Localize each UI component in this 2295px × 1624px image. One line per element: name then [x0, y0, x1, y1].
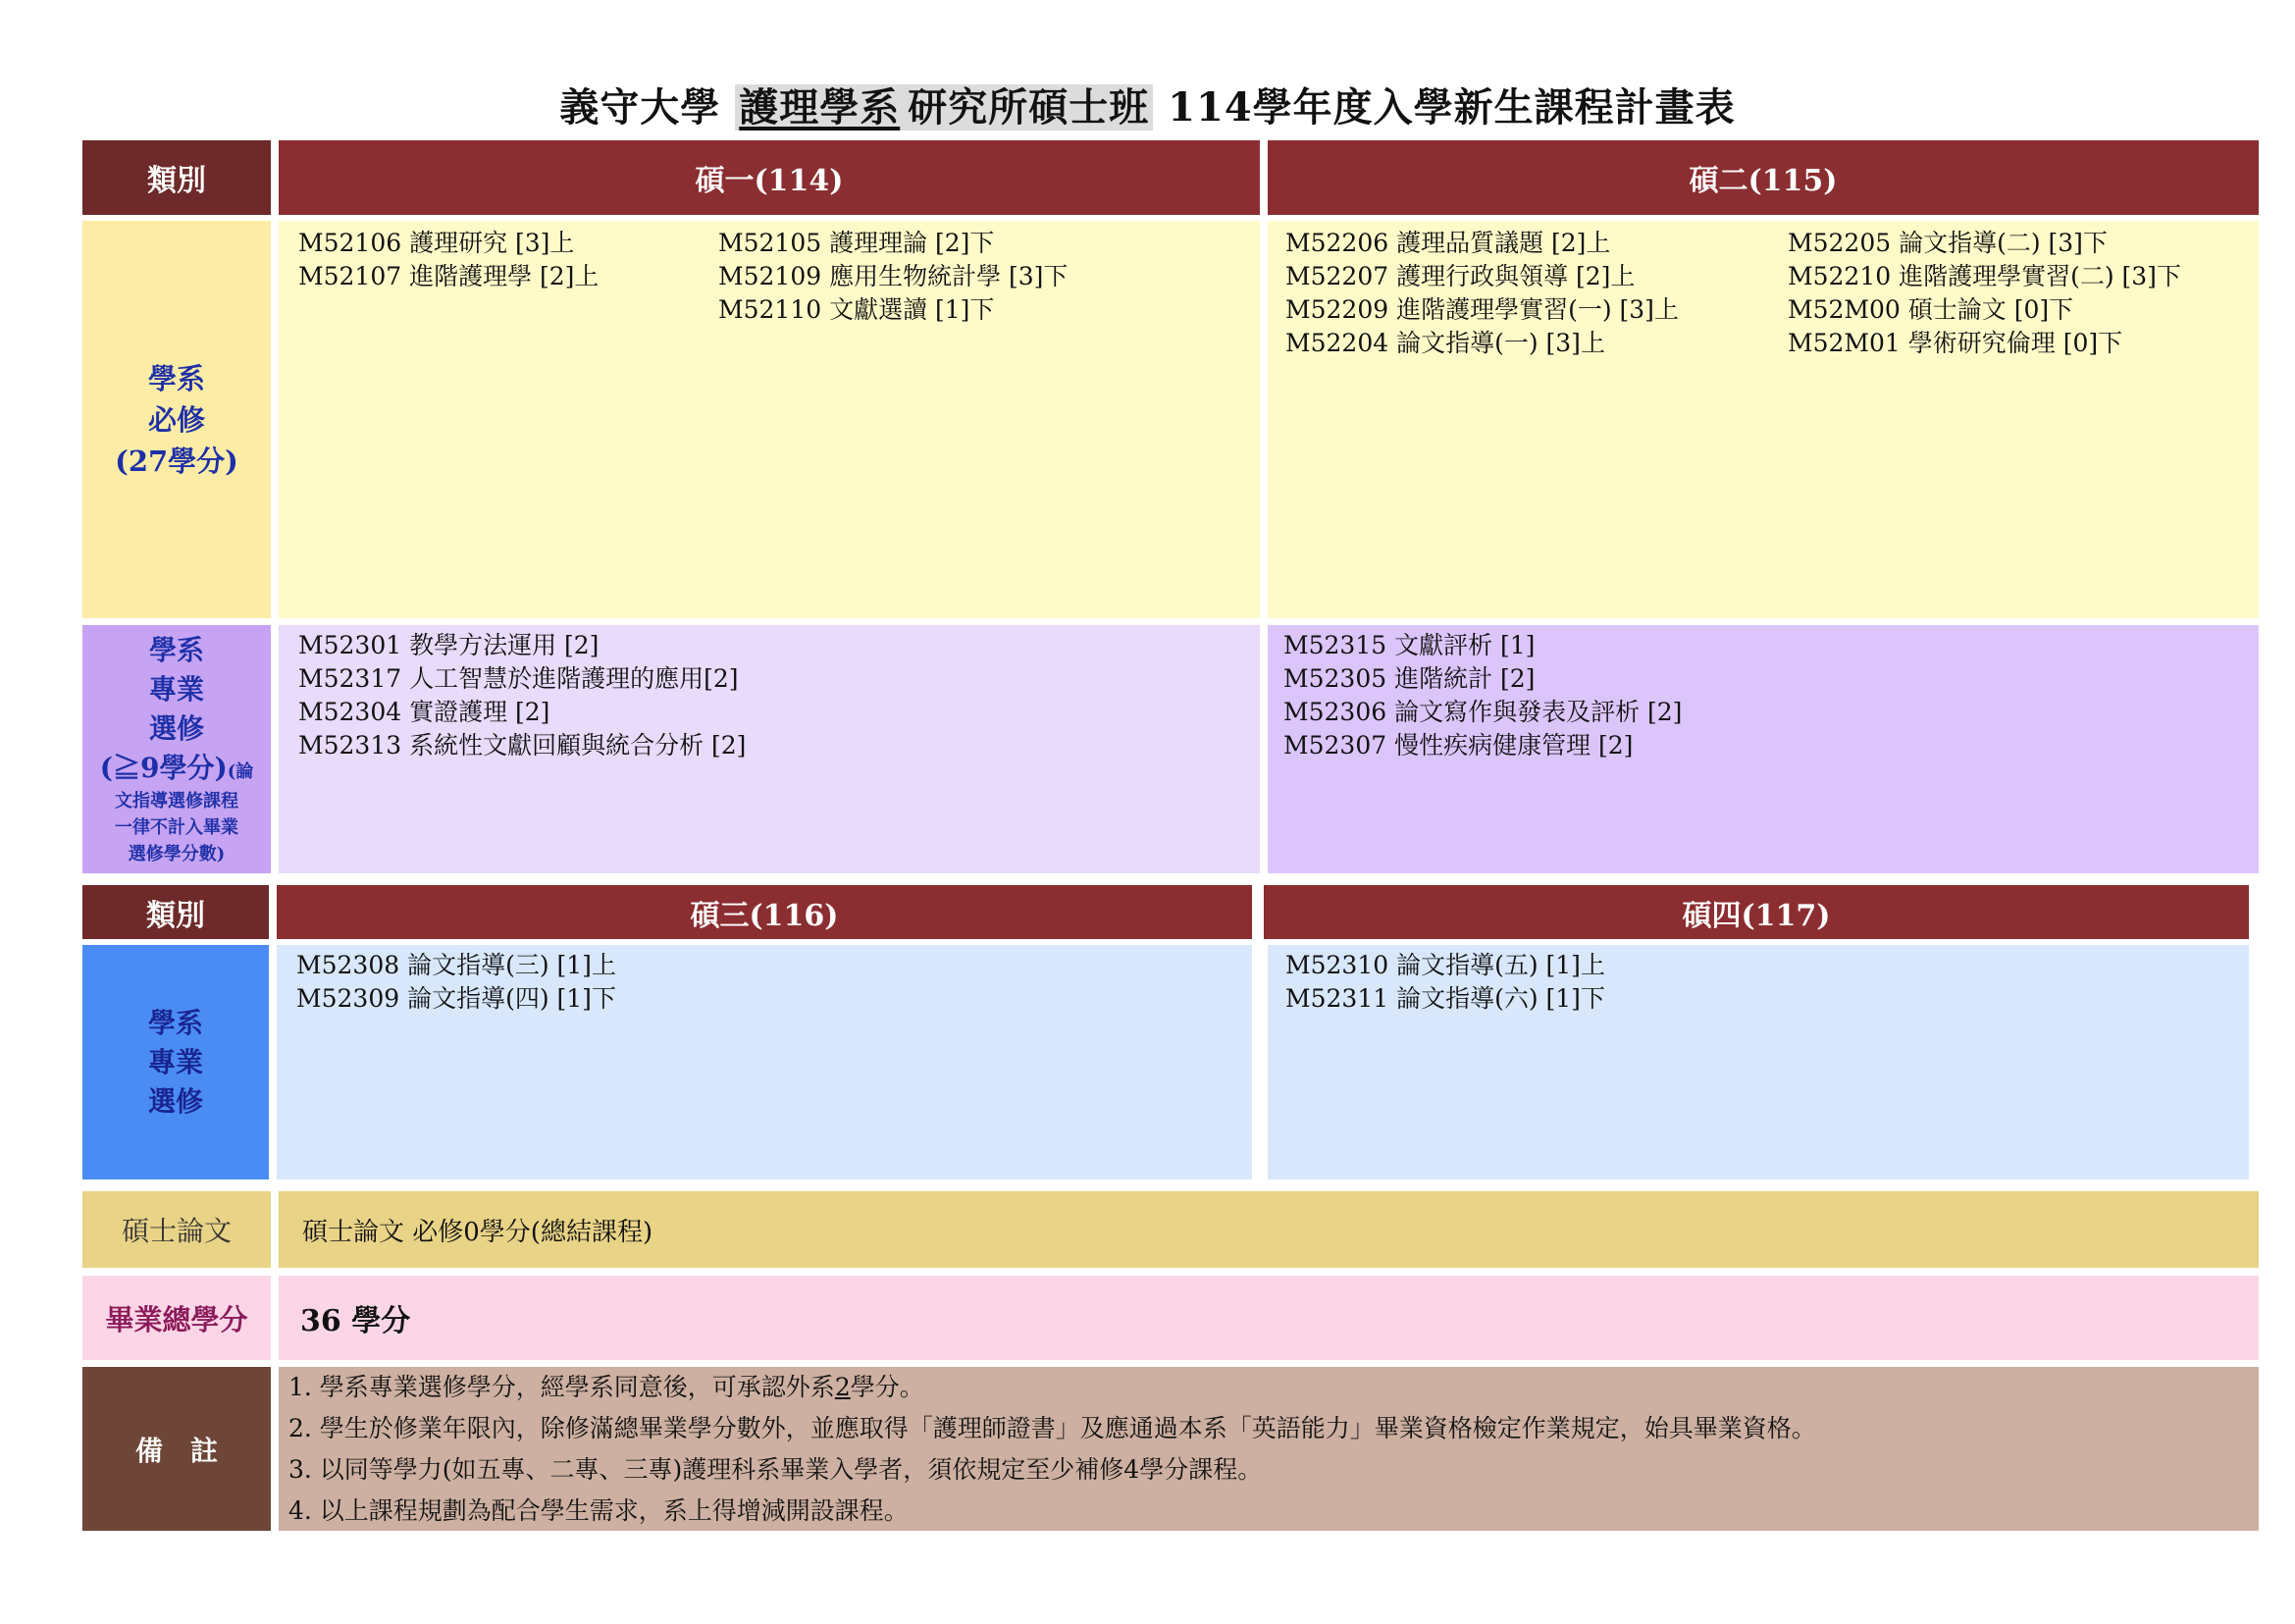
course-m52110: M52110 文獻選讀 [1]下 [718, 295, 995, 324]
elective2-label-line1: 學系 [147, 1006, 203, 1039]
course-m52105: M52105 護理理論 [2]下 [718, 229, 995, 257]
course-m52315: M52315 文獻評析 [1] [1283, 631, 1536, 659]
course-m52301: M52301 教學方法運用 [2] [298, 631, 600, 659]
course-m52m01: M52M01 學術研究倫理 [0]下 [1788, 329, 2123, 357]
course-m52107: M52107 進階護理學 [2]上 [298, 262, 600, 290]
category-header: 類別 [82, 140, 271, 215]
page-title [0, 77, 2295, 132]
remark-2: 2. 學生於修業年限內，除修滿總畢業學分數外，並應取得「護理師證書」及應通過本系「英語能力」畢業資格檢定作業規定，始具畢業資格。 [288, 1414, 1816, 1442]
course-m52317: M52317 人工智慧於進階護理的應用[2] [298, 664, 739, 693]
elective-label-line2: 專業 [148, 673, 204, 706]
remarks-cell [279, 1367, 2259, 1531]
remark-3: 3. 以同等學力(如五專、二專、三專)護理科系畢業入學者，須依規定至少補修4學分課程。 [288, 1455, 1263, 1484]
title-school: 義守大學 [559, 84, 721, 131]
elective-label-credits-line [100, 749, 254, 788]
elective-year1-list [298, 625, 746, 762]
required-label-line2: 必修 [147, 402, 205, 437]
required-year2-col1 [1285, 223, 1679, 360]
course-m52304: M52304 實證護理 [2] [298, 698, 550, 726]
thesis-label: 碩士論文 [82, 1191, 271, 1268]
course-m52209: M52209 進階護理學實習(一) [3]上 [1285, 295, 1679, 324]
elective2-label [82, 945, 269, 1179]
course-m52306: M52306 論文寫作與發表及評析 [2] [1283, 698, 1683, 726]
required-year2-cell [1268, 221, 2259, 618]
total-credits-value: 36 學分 [279, 1276, 2259, 1360]
course-m52307: M52307 慢性疾病健康管理 [2] [1283, 731, 1634, 760]
elective2-year3-list [296, 945, 616, 1016]
course-m52m00: M52M00 碩士論文 [0]下 [1788, 295, 2074, 324]
elective-note-part2: 文指導選修課程 [115, 791, 238, 812]
year3-header: 碩三(116) [277, 885, 1252, 939]
category-header-2: 類別 [82, 885, 269, 939]
elective-note-part1: (論 [227, 761, 254, 782]
elective-year2-list [1283, 625, 1682, 762]
course-m52109: M52109 應用生物統計學 [3]下 [718, 262, 1069, 290]
elective-label-credits: (≧9學分) [99, 752, 228, 784]
course-m52309: M52309 論文指導(四) [1]下 [296, 984, 616, 1013]
elective2-year4-list [1285, 945, 1605, 1016]
required-label [82, 221, 271, 618]
course-m52106: M52106 護理研究 [3]上 [298, 229, 575, 257]
title-program: 研究所碩士班 [904, 84, 1153, 131]
remarks-label: 備 註 [82, 1367, 271, 1531]
course-m52210: M52210 進階護理學實習(二) [3]下 [1788, 262, 2181, 290]
remark-1-text: 1. 學系專業選修學分，經學系同意後，可承認外系 [288, 1373, 835, 1401]
course-m52311: M52311 論文指導(六) [1]下 [1285, 984, 1605, 1013]
course-m52206: M52206 護理品質議題 [2]上 [1285, 229, 1611, 257]
total-credits-label: 畢業總學分 [82, 1276, 271, 1360]
required-year1-col1 [298, 223, 599, 293]
year1-header: 碩一(114) [279, 140, 1260, 215]
year2-header: 碩二(115) [1268, 140, 2259, 215]
required-label-line1: 學系 [147, 361, 205, 395]
required-year1-cell [279, 221, 1260, 618]
elective-note-part3: 一律不計入畢業 [115, 817, 238, 838]
elective2-year3-cell [277, 945, 1252, 1179]
title-rest: 114學年度入學新生課程計畫表 [1168, 84, 1736, 131]
elective-year2-cell [1268, 625, 2259, 873]
remark-1 [288, 1367, 2259, 1408]
elective-label-line3: 選修 [148, 712, 204, 745]
elective-label-line1: 學系 [148, 634, 204, 666]
thesis-value: 碩士論文 必修0學分(總結課程) [279, 1191, 2259, 1268]
year4-header: 碩四(117) [1264, 885, 2249, 939]
elective2-year4-cell [1268, 945, 2249, 1179]
course-m52308: M52308 論文指導(三) [1]上 [296, 951, 616, 979]
course-m52207: M52207 護理行政與領導 [2]上 [1285, 262, 1636, 290]
elective-note-part4: 選修學分數) [128, 844, 226, 864]
remark-1-credits: 2 [834, 1373, 851, 1401]
elective2-label-line3: 選修 [147, 1084, 203, 1118]
elective2-label-line2: 專業 [147, 1045, 203, 1078]
course-m52305: M52305 進階統計 [2] [1283, 664, 1536, 693]
course-m52313: M52313 系統性文獻回顧與統合分析 [2] [298, 731, 747, 760]
required-label-credits: (27學分) [115, 444, 238, 478]
elective-year1-cell [279, 625, 1260, 873]
elective-label [82, 625, 271, 873]
required-year1-col2 [718, 223, 1068, 327]
remark-4: 4. 以上課程規劃為配合學生需求，系上得增減開設課程。 [288, 1496, 909, 1525]
required-year2-col2 [1788, 223, 2181, 360]
course-m52205: M52205 論文指導(二) [3]下 [1788, 229, 2108, 257]
title-department: 護理學系 [735, 84, 904, 131]
course-m52310: M52310 論文指導(五) [1]上 [1285, 951, 1605, 979]
remark-1-tail: 學分。 [850, 1373, 924, 1401]
course-m52204: M52204 論文指導(一) [3]上 [1285, 329, 1605, 357]
